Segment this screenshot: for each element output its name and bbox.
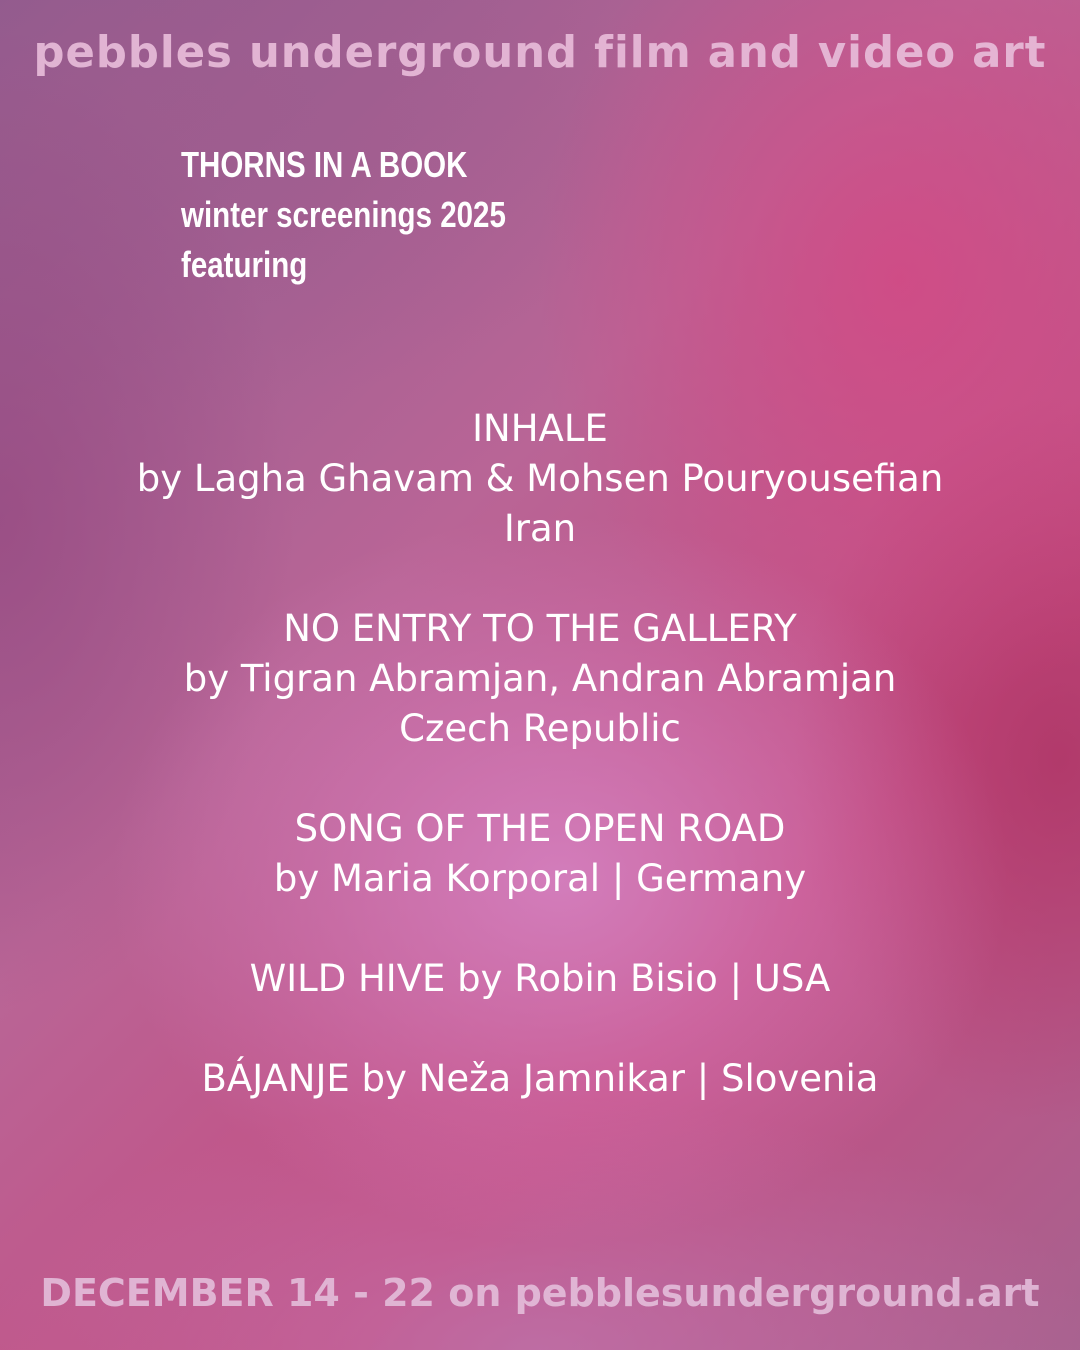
film-country: Czech Republic [399, 707, 681, 750]
film-title: NO ENTRY TO THE GALLERY [283, 607, 797, 650]
film-item [0, 1054, 1080, 1104]
film-title: SONG OF THE OPEN ROAD [294, 807, 786, 850]
series-title: THORNS IN A BOOK [181, 144, 468, 185]
film-credit: by Maria Korporal | Germany [273, 857, 807, 900]
film-title: INHALE [472, 407, 608, 450]
intro-block [181, 140, 506, 290]
film-item [0, 404, 1080, 554]
featuring-label: featuring [181, 244, 308, 285]
film-list [0, 404, 1080, 1154]
film-title: WILD HIVE by Robin Bisio | USA [249, 957, 831, 1000]
film-item [0, 804, 1080, 904]
footer-dates-url: DECEMBER 14 - 22 on pebblesunderground.art [40, 1271, 1040, 1315]
header-title: pebbles underground film and video art [33, 28, 1047, 78]
series-subtitle: winter screenings 2025 [181, 194, 506, 235]
film-country: Iran [503, 507, 577, 550]
film-title: BÁJANJE by Neža Jamnikar | Slovenia [201, 1057, 879, 1100]
film-credit: by Lagha Ghavam & Mohsen Pouryousefian [136, 457, 944, 500]
film-credit: by Tigran Abramjan, Andran Abramjan [183, 657, 897, 700]
film-item [0, 604, 1080, 754]
film-item [0, 954, 1080, 1004]
